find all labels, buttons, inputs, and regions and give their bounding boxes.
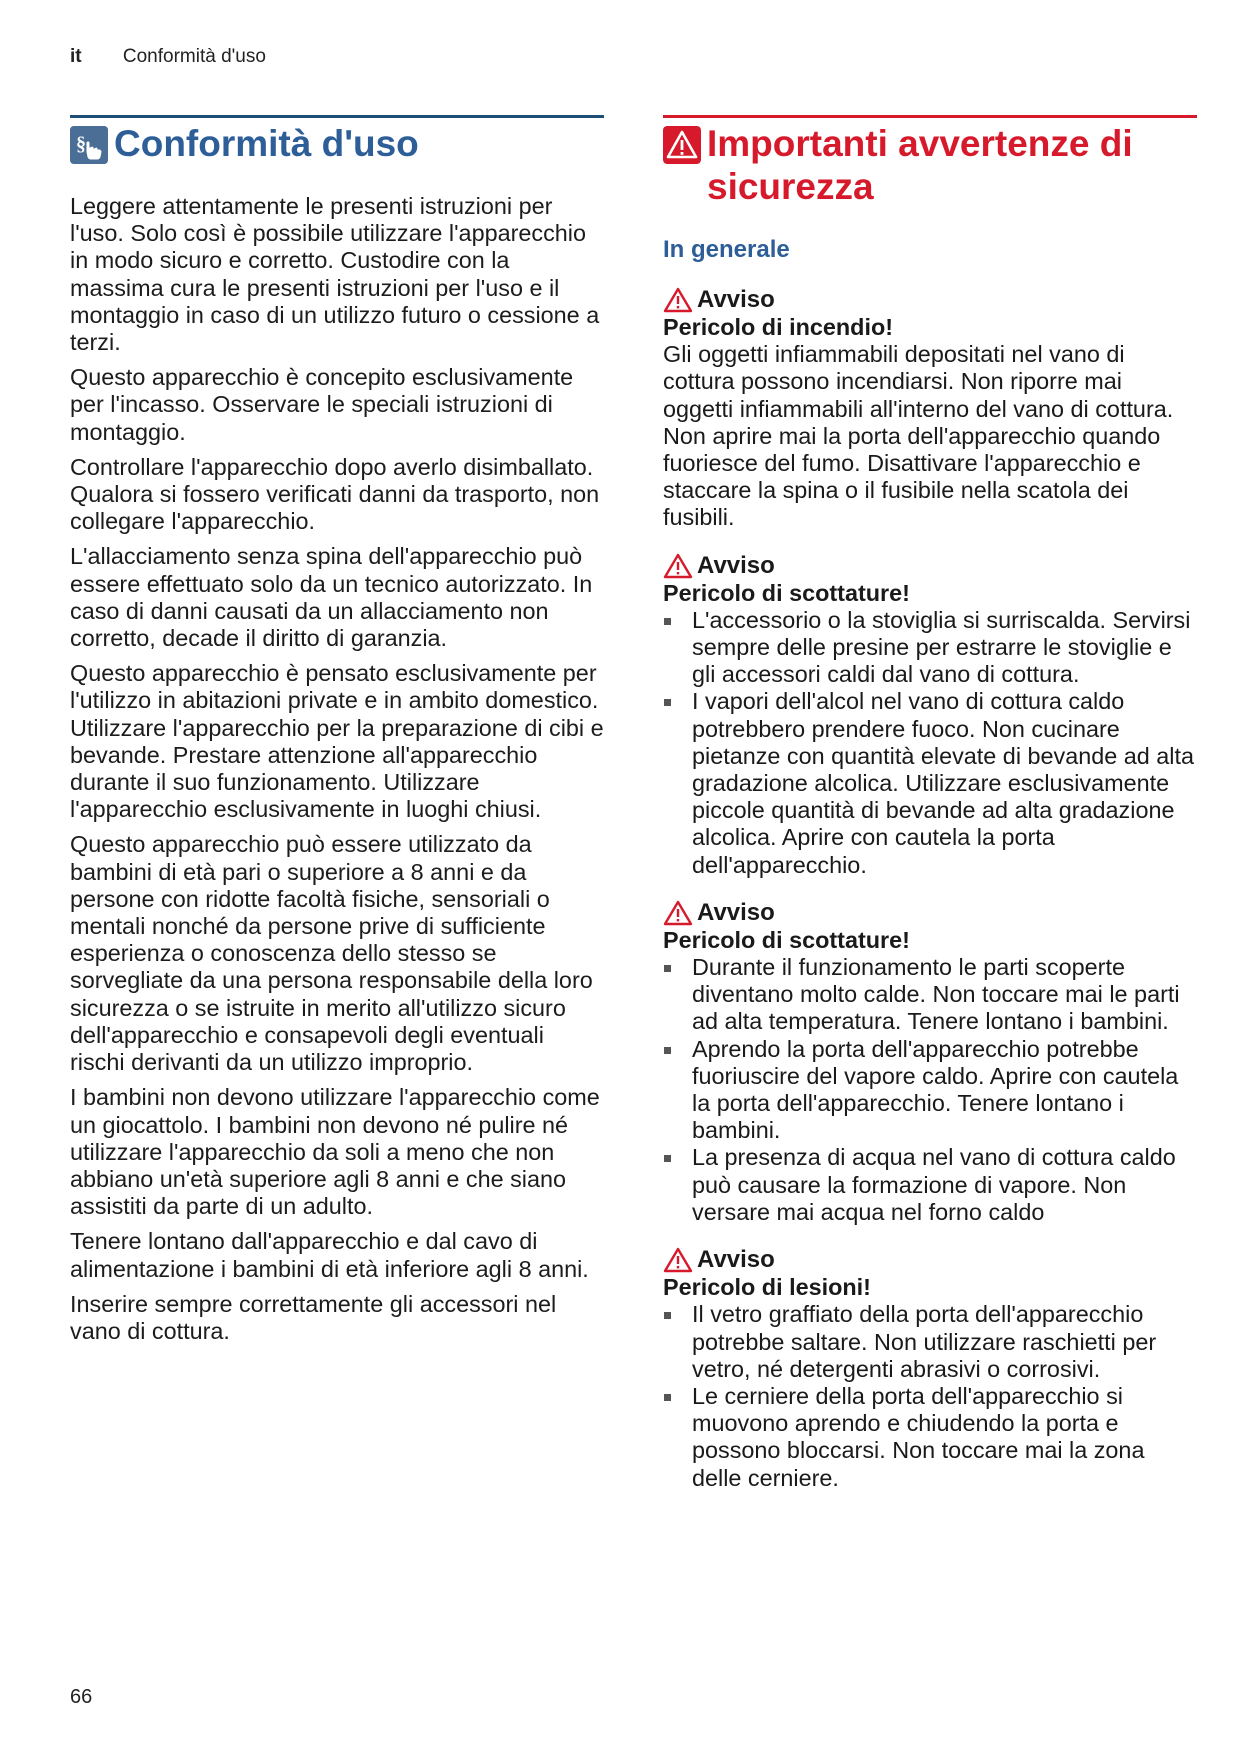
page-title: Conformità d'uso [114, 123, 419, 164]
list-item [663, 1144, 1197, 1226]
paragraph: Questo apparecchio è concepito esclusivamente per l'incasso. Osservare le speciali istruzioni di montaggio. [70, 364, 574, 445]
list-item [663, 1383, 1197, 1492]
warning-bullets [663, 607, 1197, 879]
section-heading [663, 122, 1197, 208]
paragraph: Controllare l'apparecchio dopo averlo disimballato. Qualora si fossero verificati danni da trasporto, non collegare l'apparecchio. [70, 453, 600, 535]
warning-triangle-icon [663, 1247, 693, 1273]
warning-label: Avviso [697, 286, 775, 313]
right-column [663, 115, 1197, 1512]
section-heading [70, 122, 604, 165]
warning-title: Pericolo di lesioni! [663, 1274, 871, 1301]
list-item-text: L'accessorio o la stoviglia si surriscalda. Servirsi sempre delle presine per estrarre le stoviglie e gli accessori caldi dal vano di cottura. [692, 606, 1191, 688]
section-rule [663, 115, 1197, 118]
title-line: sicurezza [707, 166, 874, 207]
warning-label-row [663, 899, 1197, 927]
warning-title: Pericolo di scottature! [663, 926, 910, 953]
subheading: In generale [663, 236, 790, 263]
warning-label-row [663, 286, 1197, 314]
warning-label: Avviso [697, 898, 775, 926]
warning-bullets [663, 954, 1197, 1226]
hand-pointing-icon [70, 126, 108, 164]
bullet-square-icon [664, 1312, 671, 1319]
bullet-square-icon [664, 699, 671, 706]
paragraph: Tenere lontano dall'apparecchio e dal cavo di alimentazione i bambini di età inferiore agli 8 anni. [70, 1228, 589, 1282]
warning-block [663, 552, 1197, 879]
warning-text: Gli oggetti infiammabili depositati nel vano di cottura possono incendiarsi. Non riporre mai oggetti infiammabili all'interno del vano di cottura. Non aprire mai la porta dell'apparecchio quando fuoriesce del fumo. Disattivare l'apparecchio e staccare la spina o il fusibile nella scatola dei fusibili. [663, 341, 1174, 531]
warning-label-row [663, 552, 1197, 580]
warning-label: Avviso [697, 551, 775, 579]
warning-title: Pericolo di scottature! [663, 579, 910, 606]
list-item-text: Aprendo la porta dell'apparecchio potrebbe fuoriuscire del vapore caldo. Aprire con cautela la porta dell'apparecchio. Tenere lontano i bambini. [692, 1035, 1179, 1144]
list-item-text: Il vetro graffiato della porta dell'apparecchio potrebbe saltare. Non utilizzare raschietti per vetro, né detergenti abrasivi o corrosivi. [692, 1301, 1157, 1382]
warning-block [663, 1246, 1197, 1492]
warning-label-row [663, 1246, 1197, 1274]
svg-text:§: § [76, 133, 86, 155]
list-item [663, 1301, 1197, 1383]
warning-triangle-icon [663, 287, 693, 313]
paragraph: Questo apparecchio è pensato esclusivamente per l'utilizzo in abitazioni private e in ambito domestico. Utilizzare l'apparecchio per la preparazione di cibi e bevande. Prestare attenzione all'apparecchio durante il suo funzionamento. Utilizzare l'apparecchio esclusivamente in luoghi chiusi. [70, 660, 604, 823]
bullet-square-icon [664, 1394, 671, 1401]
language-code: it [70, 46, 82, 67]
list-item-text: Durante il funzionamento le parti scoperte diventano molto calde. Non toccare mai le parti ad alta temperatura. Tenere lontano i bambini. [692, 954, 1180, 1035]
warning-title: Pericolo di incendio! [663, 314, 894, 340]
bullet-square-icon [664, 965, 671, 972]
page-title [707, 122, 1133, 208]
paragraph: Questo apparecchio può essere utilizzato da bambini di età pari o superiore a 8 anni e da persone con ridotte facoltà fisiche, sensoriali o mentali nonché da persone prive di sufficiente esperienza o conoscenza dello stesso se sorvegliate da una persona responsabile della loro sicurezza o se istruite in merito all'utilizzo sicuro dell'apparecchio e consapevoli degli eventuali rischi derivanti da un utilizzo improprio. [70, 831, 593, 1076]
paragraph: Inserire sempre correttamente gli accessori nel vano di cottura. [70, 1290, 557, 1344]
section-rule [70, 115, 604, 118]
intro-body [70, 193, 604, 1345]
warning-label: Avviso [697, 1246, 775, 1274]
warning-block [663, 286, 1197, 532]
list-item [663, 1036, 1197, 1145]
running-section-title: Conformità d'uso [122, 46, 266, 67]
left-column [70, 115, 604, 1353]
warning-bullets [663, 1301, 1197, 1491]
list-item-text: La presenza di acqua nel vano di cottura caldo può causare la formazione di vapore. Non versare mai acqua nel forno caldo [692, 1144, 1176, 1225]
list-item [663, 607, 1197, 689]
list-item [663, 688, 1197, 878]
paragraph: L'allacciamento senza spina dell'apparecchio può essere effettuato solo da un tecnico autorizzato. In caso di danni causati da un allacciamento non corretto, decade il diritto di garanzia. [70, 543, 593, 652]
page-number: 66 [70, 1686, 93, 1708]
bullet-square-icon [664, 1047, 671, 1054]
bullet-square-icon [664, 1155, 671, 1162]
page-header [70, 46, 266, 68]
warning-triangle-icon [663, 553, 693, 579]
warning-block [663, 899, 1197, 1226]
paragraph: I bambini non devono utilizzare l'apparecchio come un giocattolo. I bambini non devono né pulire né utilizzare l'apparecchio da soli a meno che non abbiano un'età superiore agli 8 anni e che siano assistiti da parte di un adulto. [70, 1084, 600, 1220]
bullet-square-icon [664, 618, 671, 625]
warning-triangle-icon [663, 126, 701, 164]
warning-triangle-icon [663, 900, 693, 926]
list-item-text: Le cerniere della porta dell'apparecchio si muovono aprendo e chiudendo la porta e possono bloccarsi. Non toccare mai la zona delle cerniere. [692, 1382, 1145, 1491]
title-line: Importanti avvertenze di [707, 123, 1133, 164]
list-item-text: I vapori dell'alcol nel vano di cottura caldo potrebbero prendere fuoco. Non cucinare pietanze con quantità elevate di bevande ad alta gradazione alcolica. Utilizzare esclusivamente piccole quantità di bevande ad alta gradazione alcolica. Aprire con cautela la porta dell'apparecchio. [692, 688, 1194, 878]
paragraph: Leggere attentamente le presenti istruzioni per l'uso. Solo così è possibile utilizzare l'apparecchio in modo sicuro e corretto. Custodire con la massima cura le presenti istruzioni per l'uso e il montaggio in caso di un utilizzo futuro o cessione a terzi. [70, 193, 600, 356]
list-item [663, 954, 1197, 1036]
